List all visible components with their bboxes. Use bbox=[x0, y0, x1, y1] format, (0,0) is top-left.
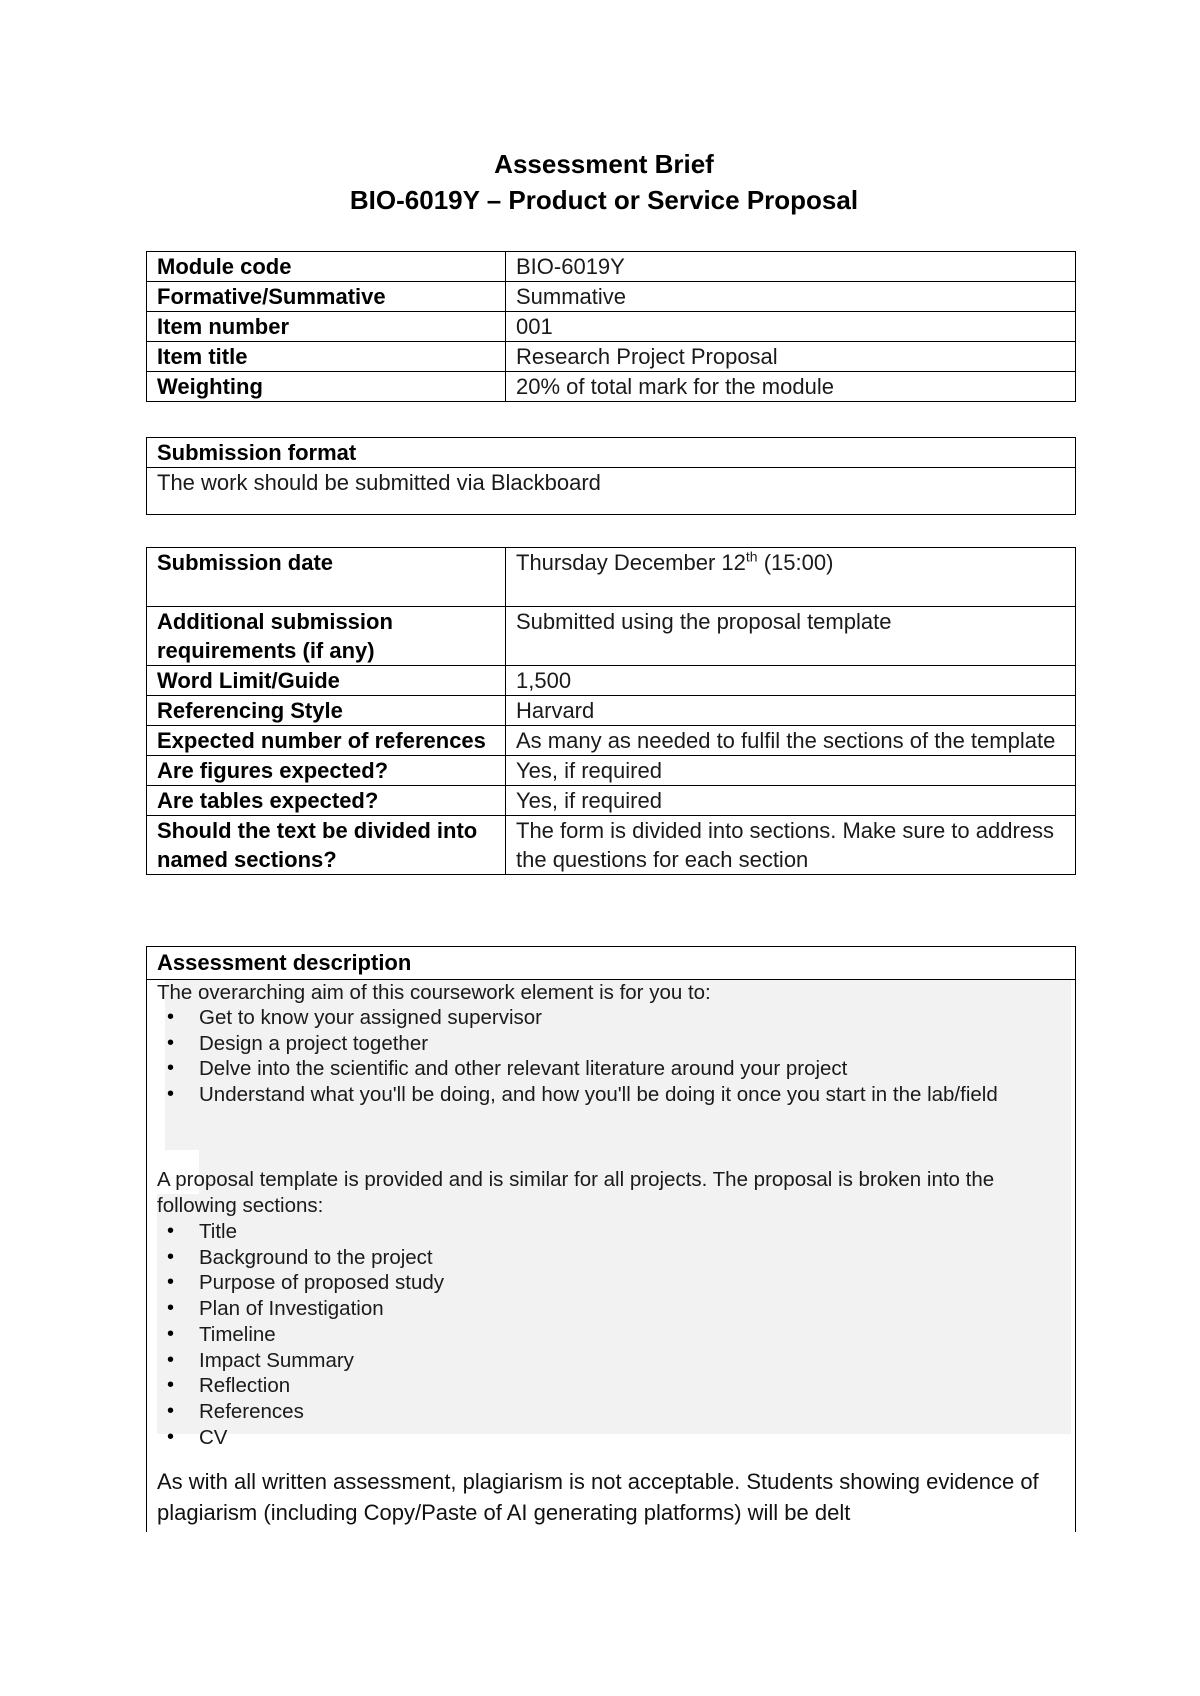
table-row bbox=[147, 607, 1076, 666]
list-item: • Get to know your assigned supervisor bbox=[163, 1005, 1013, 1031]
table-row bbox=[147, 282, 1076, 312]
row-value: 001 bbox=[506, 312, 1076, 342]
row-value: As many as needed to fulfil the sections of the template bbox=[506, 726, 1076, 756]
row-value: Yes, if required bbox=[506, 786, 1076, 816]
row-value: Research Project Proposal bbox=[506, 342, 1076, 372]
row-label: Word Limit/Guide bbox=[147, 666, 506, 696]
list-item: • Background to the project bbox=[163, 1245, 1013, 1271]
row-label: Weighting bbox=[147, 372, 506, 402]
list-item: • Design a project together bbox=[163, 1031, 1013, 1057]
row-label: Should the text be divided into named sections? bbox=[147, 816, 506, 875]
row-label: Additional submission requirements (if any) bbox=[147, 607, 506, 666]
row-value: Submitted using the proposal template bbox=[506, 607, 1076, 666]
list-item: • Purpose of proposed study bbox=[163, 1270, 1013, 1296]
submission-format-table bbox=[146, 437, 1076, 515]
list-item: • Impact Summary bbox=[163, 1348, 1013, 1374]
table-row bbox=[147, 726, 1076, 756]
row-value: Summative bbox=[506, 282, 1076, 312]
list-item: • Reflection bbox=[163, 1373, 1013, 1399]
table-row bbox=[147, 342, 1076, 372]
row-value: 1,500 bbox=[506, 666, 1076, 696]
row-label: Formative/Summative bbox=[147, 282, 506, 312]
assessment-description-heading: Assessment description bbox=[147, 947, 1075, 980]
row-value: The form is divided into sections. Make sure to address the questions for each section bbox=[506, 816, 1076, 875]
submission-details-table bbox=[146, 547, 1076, 875]
row-label: Are tables expected? bbox=[147, 786, 506, 816]
list-item: • CV bbox=[163, 1425, 1013, 1451]
row-value: Harvard bbox=[506, 696, 1076, 726]
title-line-1: Assessment Brief bbox=[494, 149, 714, 179]
page-title bbox=[0, 146, 1200, 218]
list-item: • Plan of Investigation bbox=[163, 1296, 1013, 1322]
table-row bbox=[147, 372, 1076, 402]
list-item: • Delve into the scientific and other relevant literature around your project bbox=[163, 1056, 1013, 1082]
table-row bbox=[147, 468, 1076, 515]
row-label: Module code bbox=[147, 252, 506, 282]
sections-list bbox=[163, 1219, 1013, 1450]
list-item: • Timeline bbox=[163, 1322, 1013, 1348]
row-label: Expected number of references bbox=[147, 726, 506, 756]
table-row bbox=[147, 438, 1076, 468]
table-row bbox=[147, 696, 1076, 726]
template-intro-text: A proposal template is provided and is similar for all projects. The proposal is broken into the following sections: bbox=[157, 1168, 995, 1217]
table-row bbox=[147, 786, 1076, 816]
row-label: Item title bbox=[147, 342, 506, 372]
table-row bbox=[147, 252, 1076, 282]
aims-list bbox=[163, 1005, 1013, 1108]
row-value: Yes, if required bbox=[506, 756, 1076, 786]
table-row bbox=[147, 816, 1076, 875]
row-value: BIO-6019Y bbox=[506, 252, 1076, 282]
submission-date-time: (15:00) bbox=[757, 550, 834, 575]
row-label: Are figures expected? bbox=[147, 756, 506, 786]
table-row bbox=[147, 756, 1076, 786]
list-item: • References bbox=[163, 1399, 1013, 1425]
table-row bbox=[147, 548, 1076, 607]
table-row bbox=[147, 312, 1076, 342]
table-row bbox=[147, 666, 1076, 696]
module-info-table bbox=[146, 251, 1076, 402]
assessment-description-body bbox=[147, 980, 1075, 1532]
submission-date-value bbox=[506, 548, 1076, 607]
submission-date-label: Submission date bbox=[147, 548, 506, 607]
row-label: Item number bbox=[147, 312, 506, 342]
intro-text: The overarching aim of this coursework element is for you to: bbox=[157, 981, 711, 1004]
submission-format-value: The work should be submitted via Blackboard bbox=[147, 468, 1076, 515]
submission-date-ordinal: th bbox=[745, 548, 758, 565]
assessment-description-box bbox=[146, 946, 1076, 1532]
row-label: Referencing Style bbox=[147, 696, 506, 726]
plagiarism-text: As with all written assessment, plagiarism is not acceptable. Students showing evidence of plagiarism (including Copy/Paste of AI generating platforms) will be delt bbox=[157, 1469, 1039, 1525]
title-line-2: BIO-6019Y – Product or Service Proposal bbox=[349, 185, 859, 215]
list-item: • Title bbox=[163, 1219, 1013, 1245]
list-item: • Understand what you'll be doing, and how you'll be doing it once you start in the lab/field bbox=[163, 1082, 1013, 1108]
submission-date-text: Thursday December 12 bbox=[516, 550, 746, 575]
submission-format-label: Submission format bbox=[147, 438, 1076, 468]
row-value: 20% of total mark for the module bbox=[506, 372, 1076, 402]
